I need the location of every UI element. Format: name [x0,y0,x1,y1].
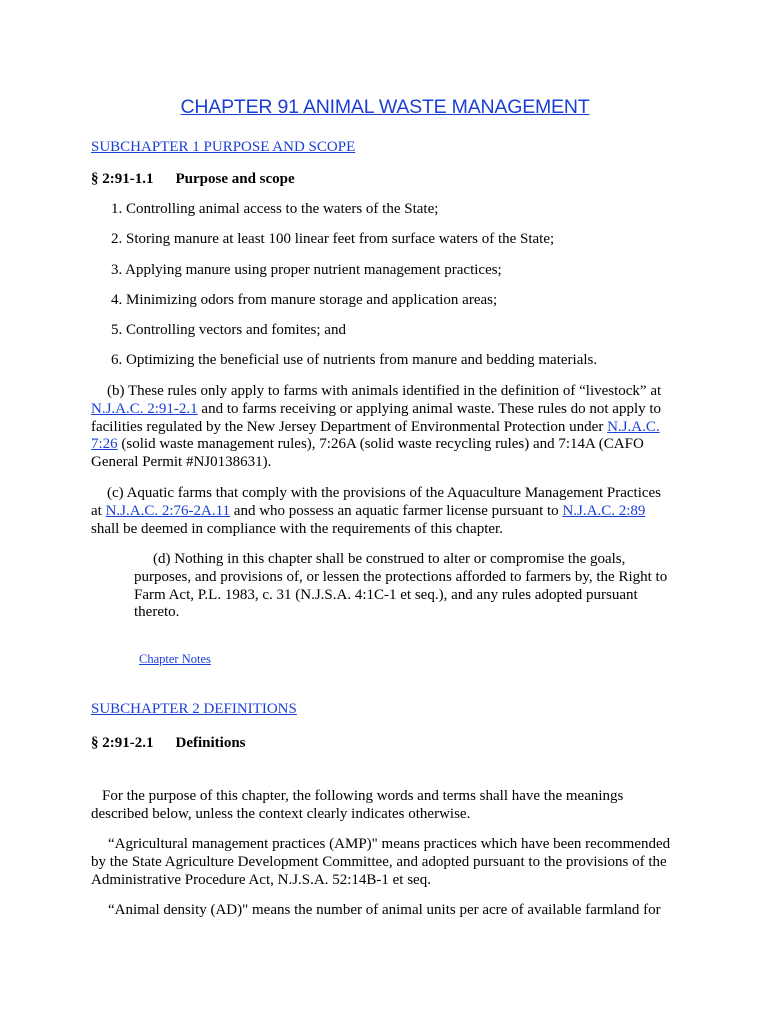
paragraph-text: and to farms receiving or applying animal waste. These rules do not apply to [197,400,662,417]
section-2-91-1-1-heading [91,171,295,188]
paragraph-d [134,551,667,622]
subchapter-2-link[interactable]: SUBCHAPTER 2 DEFINITIONS [91,701,297,717]
paragraph-line [91,419,661,437]
section-number: § 2:91-2.1 [91,735,154,751]
paragraph-line: “Animal density (AD)" means the number of animal units per acre of available farmland for [108,902,661,918]
paragraph-text: facilities regulated by the New Jersey Department of Environmental Protection under [91,418,608,435]
list-item: 1. Controlling animal access to the waters of the State; [111,201,439,217]
paragraph-line: For the purpose of this chapter, the following words and terms shall have the meanings [102,788,624,804]
njac-7-26-link-cont[interactable]: 7:26 [91,436,118,453]
njac-7-26-link[interactable]: N.J.A.C. [607,418,660,435]
list-item: 5. Controlling vectors and fomites; and [111,322,346,338]
paragraph-line [91,503,661,521]
paragraph-line: Administrative Procedure Act, N.J.S.A. 52:14B-1 et seq. [91,871,431,888]
paragraph-line [91,436,661,454]
list-item: 4. Minimizing odors from manure storage and application areas; [111,292,498,308]
paragraph-line: (d) Nothing in this chapter shall be construed to alter or compromise the goals, [153,551,626,567]
paragraph-text: and who possess an aquatic farmer license pursuant to [230,502,563,519]
list-item: 2. Storing manure at least 100 linear feet from surface waters of the State; [111,231,555,247]
paragraph-line: shall be deemed in compliance with the requirements of this chapter. [91,520,503,537]
paragraph-line: (b) These rules only apply to farms with animals identified in the definition of “livestock” at [107,383,662,399]
chapter-title[interactable]: CHAPTER 91 ANIMAL WASTE MANAGEMENT [180,96,590,118]
list-item: 6. Optimizing the beneficial use of nutrients from manure and bedding materials. [111,352,598,368]
paragraph-line: described below, unless the context clearly indicates otherwise. [91,805,471,822]
chapter-notes-link[interactable]: Chapter Notes [139,652,211,666]
njac-2-76-2a-11-link[interactable]: N.J.A.C. 2:76-2A.11 [105,502,231,519]
paragraph-line: thereto. [134,604,180,621]
definition-ad [91,902,661,920]
paragraph-line: by the State Agriculture Development Committee, and adopted pursuant to the provisions of the [91,853,667,870]
paragraph-c [91,485,661,538]
paragraph-line: General Permit #NJ0138631). [91,454,272,471]
definition-amp [91,836,670,889]
subchapter-1-link[interactable]: SUBCHAPTER 1 PURPOSE AND SCOPE [91,139,356,155]
section-title: Purpose and scope [175,171,295,187]
paragraph-line: “Agricultural management practices (AMP)" means practices which have been recommended [108,836,671,852]
paragraph-text: (solid waste management rules), 7:26A (solid waste recycling rules) and 7:14A (CAFO [117,436,644,453]
paragraph-intro [91,788,623,824]
paragraph-line: (c) Aquatic farms that comply with the provisions of the Aquaculture Management Practices [107,485,662,501]
list-item: 3. Applying manure using proper nutrient management practices; [111,262,502,278]
paragraph-line: purposes, and provisions of, or lessen the protections afforded to farmers by, the Right to [134,568,668,585]
njac-2-89-link[interactable]: N.J.A.C. 2:89 [562,502,646,519]
paragraph-text: at [91,502,106,519]
section-title: Definitions [175,735,246,751]
paragraph-line [91,401,661,419]
njac-2-91-2-1-link[interactable]: N.J.A.C. 2:91-2.1 [91,400,198,417]
paragraph-line: Farm Act, P.L. 1983, c. 31 (N.J.S.A. 4:1C-1 et seq.), and any rules adopted pursuant [134,586,638,603]
section-2-91-2-1-heading [91,735,246,752]
paragraph-b [91,383,661,472]
section-number: § 2:91-1.1 [91,171,154,187]
